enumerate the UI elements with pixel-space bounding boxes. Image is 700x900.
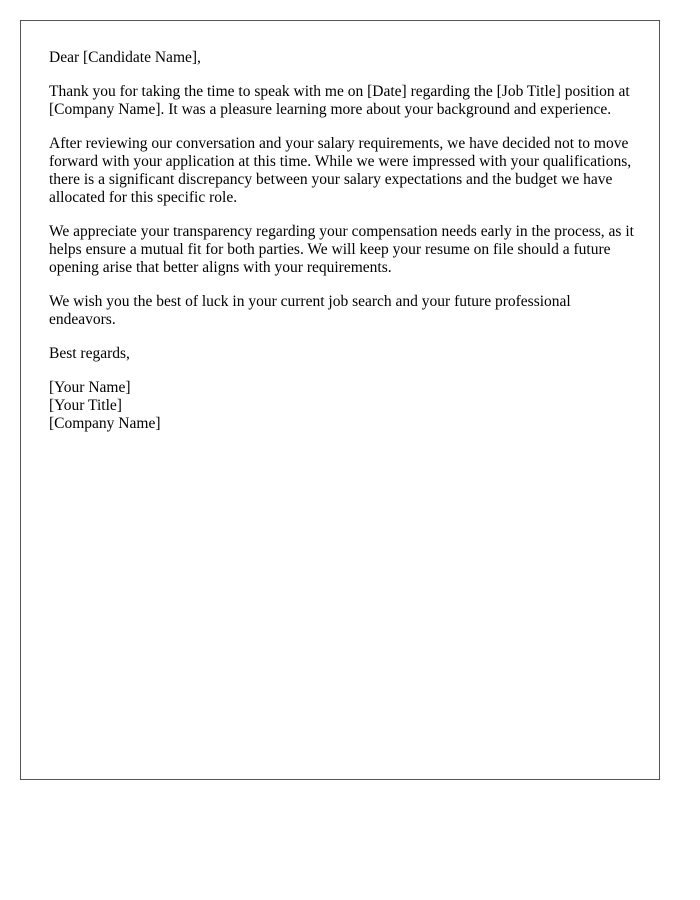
paragraph-well-wishes: We wish you the best of luck in your current job search and your future professional endeavors. [49, 293, 571, 328]
paragraph-intro: Thank you for taking the time to speak with me on [Date] regarding the [Job Title] position at [Company Name]. It was a pleasure learning more about your background and experience. [49, 83, 630, 118]
salutation: Dear [Candidate Name], [49, 49, 201, 66]
paragraph-appreciation: We appreciate your transparency regarding your compensation needs early in the process, as it helps ensure a mutual fit for both parties. We will keep your resume on file should a future opening arise that better aligns with your requirements. [49, 223, 634, 276]
letter-page [20, 20, 660, 780]
signature-name: [Your Name] [49, 379, 131, 396]
closing: Best regards, [49, 345, 130, 362]
paragraph-decision: After reviewing our conversation and your salary requirements, we have decided not to move forward with your application at this time. While we were impressed with your qualifications, there is a significant discrepancy between your salary expectations and the budget we have allocated for this specific role. [49, 135, 632, 206]
signature-title: [Your Title] [49, 397, 122, 414]
letter-body [49, 49, 639, 433]
signature-block [49, 379, 639, 433]
signature-company: [Company Name] [49, 415, 161, 432]
